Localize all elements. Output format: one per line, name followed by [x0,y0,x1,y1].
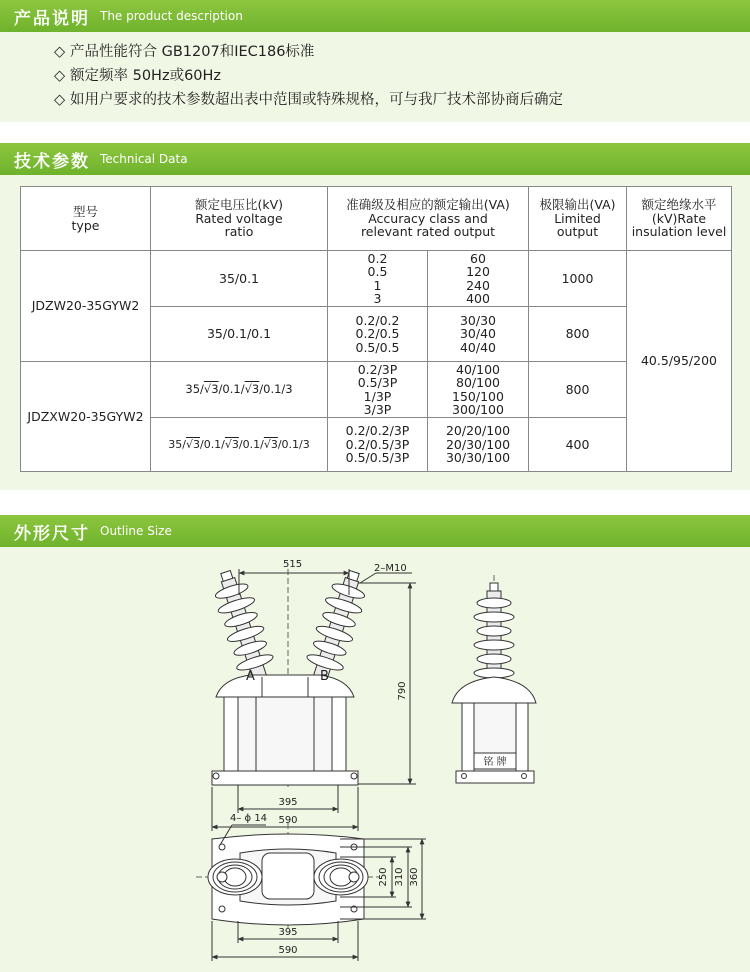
section-title-en: Outline Size [100,524,172,538]
dim-790-label: 790 [397,681,408,701]
diamond-bullet-icon: ◇ [54,92,66,108]
rated-output-cell: 40/100 80/100 150/100 300/100 [428,362,529,418]
description-item: ◇ 如用户要求的技术参数超出表中范围或特殊规格，可与我厂技术部协商后确定 [54,88,563,112]
accuracy-class-cell: 0.2/3P 0.5/3P 1/3P 3/3P [328,362,428,418]
header-insulation: 额定绝缘水平 (kV)Rate insulation level [627,187,732,251]
rated-output-cell: 20/20/100 20/30/100 30/30/100 [428,418,529,472]
diamond-bullet-icon: ◇ [54,44,66,60]
top-insulator-right [314,859,368,895]
insulator-right [300,566,373,690]
diamond-bullet-icon: ◇ [54,68,66,84]
limited-output-cell: 800 [529,307,627,362]
ratio-cell: 35/0.1 [151,251,328,307]
section-title-cn: 技术参数 [14,151,90,172]
section-header-outline [0,515,750,547]
dim-250-label: 250 [378,867,389,887]
dim-4phi14-label: 4– ϕ 14 [230,813,268,824]
table-row [21,362,732,418]
insulation-level-cell: 40.5/95/200 [627,251,732,472]
rated-output-cell: 30/30 30/40 40/40 [428,307,529,362]
dim-515-label: 515 [283,559,303,570]
model-name-cell: JDZXW20-35GYW2 [21,362,151,472]
dim-395-front-label: 395 [278,797,298,808]
section-title-en: The product description [100,9,243,23]
dim-310-label: 310 [394,867,405,887]
dim-360-label: 360 [409,867,420,887]
nameplate-label: 铭 牌 [483,757,507,768]
table-row [21,251,732,307]
insulator-left [207,566,280,690]
dim-590-front-label: 590 [278,815,298,826]
limited-output-cell: 800 [529,362,627,418]
ratio-cell: 35/√3/0.1/√3/0.1/3 [151,362,328,418]
front-view [207,566,416,831]
description-item: ◇ 产品性能符合 GB1207和IEC186标准 [54,40,563,64]
header-type: 型号 type [21,187,151,251]
top-insulator-left [208,859,262,895]
description-list [54,40,563,112]
label-a: A [246,669,255,684]
section-title-en: Technical Data [100,152,188,166]
dim-2m10-label: 2–M10 [374,563,407,574]
section-header-description [0,0,750,32]
accuracy-class-cell: 0.2 0.5 1 3 [328,251,428,307]
section-title-cn: 产品说明 [14,8,90,29]
model-name-cell: JDZW20-35GYW2 [21,251,151,362]
table-header-row [21,187,732,251]
limited-output-cell: 400 [529,418,627,472]
technical-data-table [20,186,732,472]
top-view [196,823,426,961]
label-b: B [320,669,329,684]
dim-395-top-label: 395 [278,927,298,938]
side-view [452,575,536,783]
header-accuracy: 准确级及相应的额定输出(VA) Accuracy class and relevant rated output [328,187,529,251]
limited-output-cell: 1000 [529,251,627,307]
ratio-cell: 35/√3/0.1/√3/0.1/√3/0.1/3 [151,418,328,472]
ratio-cell: 35/0.1/0.1 [151,307,328,362]
description-item: ◇ 额定频率 50Hz或60Hz [54,64,563,88]
header-limited-output: 极限输出(VA) Limited output [529,187,627,251]
outline-drawing [0,547,750,972]
dim-590-top-label: 590 [278,945,298,956]
rated-output-cell: 60 120 240 400 [428,251,529,307]
accuracy-class-cell: 0.2/0.2/3P 0.2/0.5/3P 0.5/0.5/3P [328,418,428,472]
section-header-technical [0,143,750,175]
section-title-cn: 外形尺寸 [14,523,90,544]
header-rated-voltage: 额定电压比(kV) Rated voltage ratio [151,187,328,251]
accuracy-class-cell: 0.2/0.2 0.2/0.5 0.5/0.5 [328,307,428,362]
